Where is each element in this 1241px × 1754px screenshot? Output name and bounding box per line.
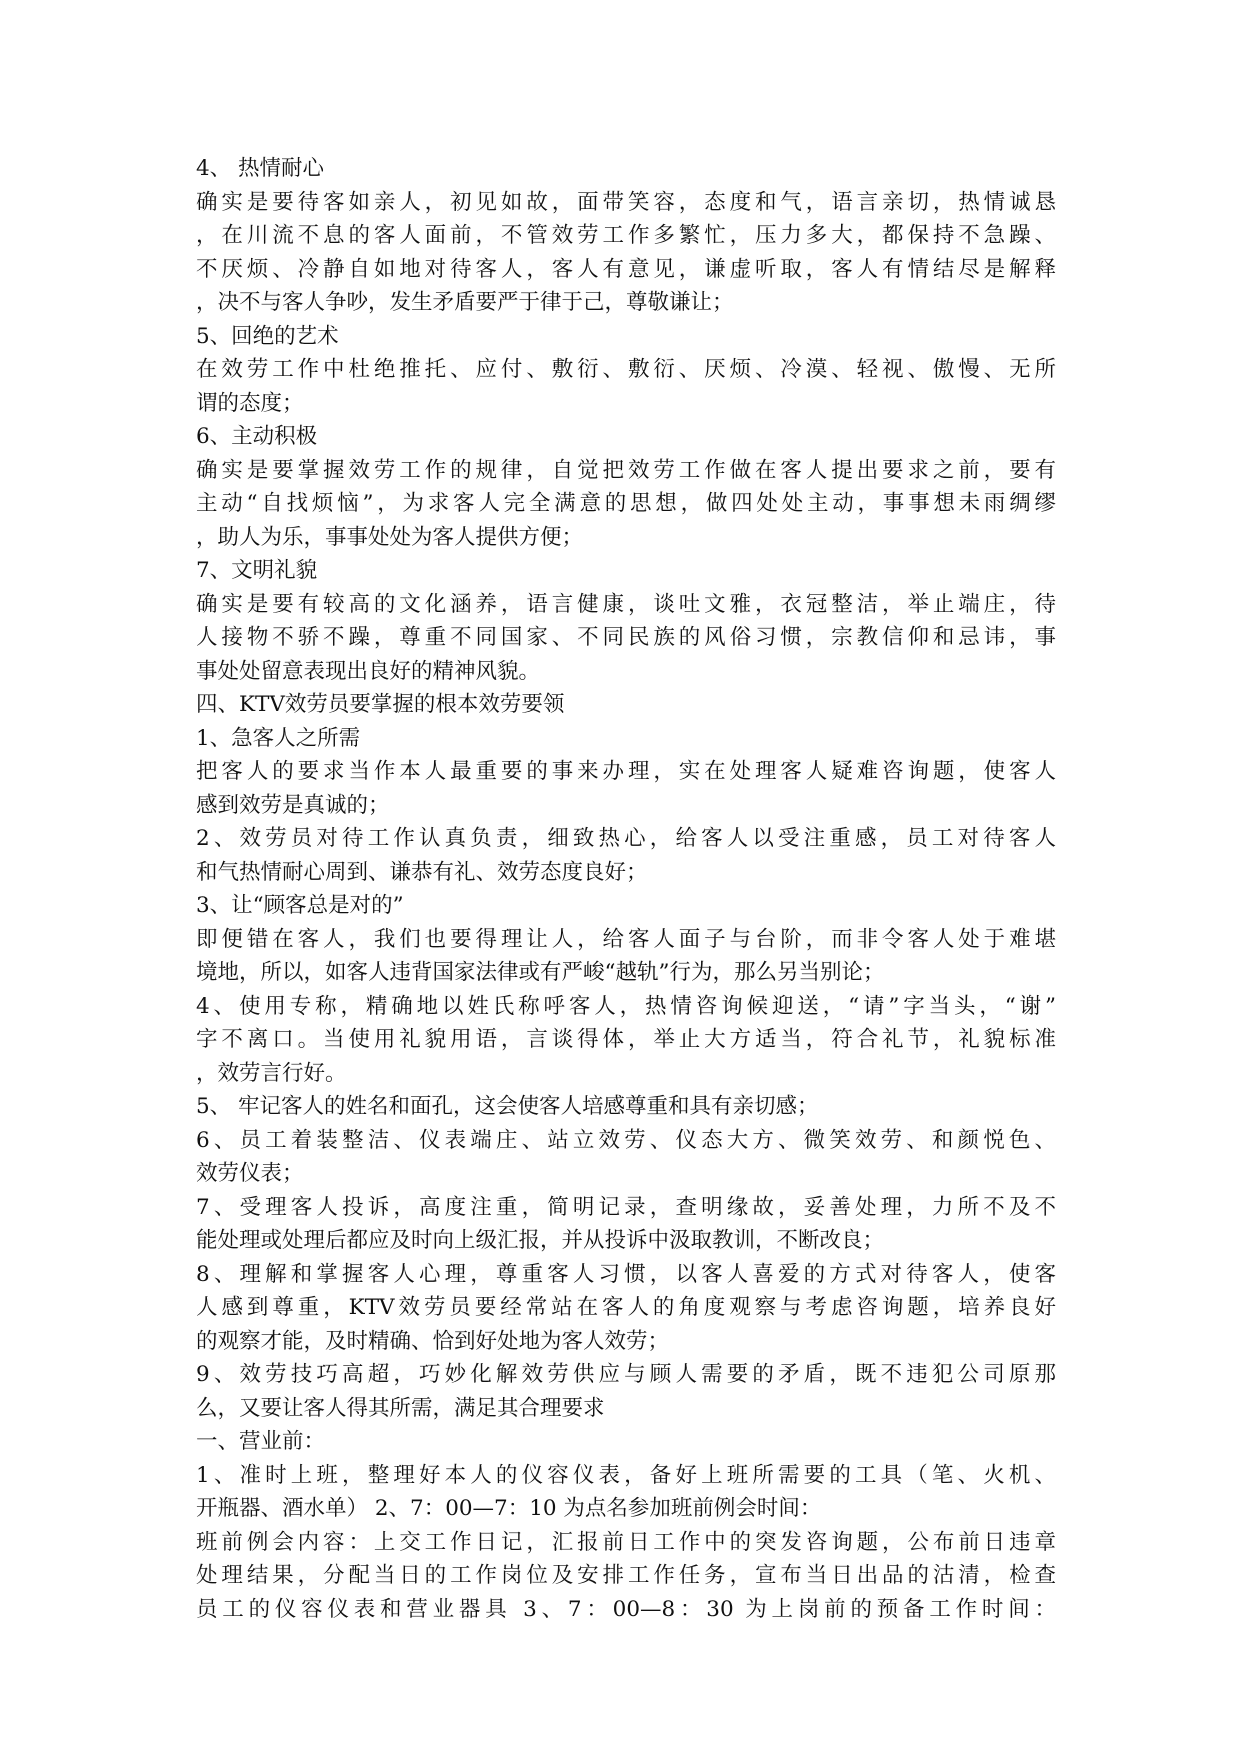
section-heading: 4、 热情耐心: [196, 156, 325, 181]
text-line: 7、受理客人投诉，高度注重，简明记录，查明缘故，妥善处理，力所不及不: [196, 1194, 1056, 1220]
text-line: 的观察才能，及时精确、恰到好处地为客人效劳；: [196, 1328, 670, 1354]
text-line: 字不离口。当使用礼貌用语，言谈得体，举止大方适当，符合礼节，礼貌标准: [196, 1027, 1056, 1052]
text-line: 在效劳工作中杜绝推托、应付、敷衍、敷衍、厌烦、冷漠、轻视、傲慢、无所: [196, 357, 1056, 382]
text-line: 把客人的要求当作本人最重要的事来办理，实在处理客人疑难咨询题，使客人: [196, 759, 1056, 784]
text-line: 主动“自找烦恼”，为求客人完全满意的思想，做四处处主动，事事想未雨绸缪: [196, 491, 1056, 516]
section-heading: 3、让“顾客总是对的”: [196, 893, 404, 918]
text-line: 不厌烦、冷静自如地对待客人，客人有意见，谦虚听取，客人有情结尽是解释: [196, 256, 1056, 282]
text-line: ，助人为乐，事事处处为客人提供方便；: [196, 524, 584, 550]
text-line: 1、准时上班，整理好本人的仪容仪表，备好上班所需要的工具（笔、火机、: [196, 1462, 1056, 1488]
section-heading: 7、文明礼貌: [196, 558, 318, 583]
text-line: 人接物不骄不躁，尊重不同国家、不同民族的风俗习惯，宗教信仰和忌讳，事: [196, 625, 1056, 650]
text-line: 开瓶器、酒水单） 2、7：00—7：10 为点名参加班前例会时间：: [196, 1496, 822, 1521]
text-line: ，在川流不息的客人面前，不管效劳工作多繁忙，压力多大，都保持不急躁、: [196, 223, 1056, 248]
text-line: ，效劳言行好。: [196, 1060, 347, 1086]
text-line: 6、员工着装整洁、仪表端庄、站立效劳、仪态大方、微笑效劳、和颜悦色、: [196, 1127, 1056, 1153]
section-heading: 四、KTV效劳员要掌握的根本效劳要领: [196, 692, 565, 717]
text-line: 5、 牢记客人的姓名和面孔，这会使客人培感尊重和具有亲切感；: [196, 1094, 819, 1119]
text-line: 确实是要有较高的文化涵养，语言健康，谈吐文雅，衣冠整洁，举止端庄，待: [196, 591, 1056, 617]
section-heading: 一、营业前：: [196, 1429, 326, 1454]
text-line: 即便错在客人，我们也要得理让人，给客人面子与台阶，而非令客人处于难堪: [196, 926, 1056, 952]
text-line: 8、理解和掌握客人心理，尊重客人习惯，以客人喜爱的方式对待客人，使客: [196, 1261, 1056, 1287]
text-line: 事处处留意表现出良好的精神风貌。: [196, 658, 541, 684]
section-heading: 5、回绝的艺术: [196, 323, 339, 349]
text-line: ，决不与客人争吵，发生矛盾要严于律于己，尊敬谦让；: [196, 290, 734, 315]
document-page: [196, 152, 1056, 1626]
text-line: 么，又要让客人得其所需，满足其合理要求: [196, 1395, 605, 1421]
text-line: 2、效劳员对待工作认真负责，细致热心，给客人以受注重感，员工对待客人: [196, 826, 1056, 851]
text-line: 境地，所以，如客人违背国家法律或有严峻“越轨”行为，那么另当别论；: [196, 960, 885, 985]
text-line: 9、效劳技巧高超，巧妙化解效劳供应与顾人需要的矛盾，既不违犯公司原那: [196, 1362, 1056, 1387]
text-line: 确实是要待客如亲人，初见如故，面带笑容，态度和气，语言亲切，热情诚恳: [196, 189, 1056, 215]
text-line: 感到效劳是真诚的；: [196, 792, 390, 818]
section-heading: 1、急客人之所需: [196, 725, 361, 751]
text-line: 4、使用专称，精确地以姓氏称呼客人，热情咨询候迎送，“请”字当头，“谢”: [196, 993, 1056, 1019]
text-line: 人感到尊重，KTV效劳员要经常站在客人的角度观察与考虑咨询题，培养良好: [196, 1295, 1056, 1320]
text-line: 确实是要掌握效劳工作的规律，自觉把效劳工作做在客人提出要求之前，要有: [196, 457, 1056, 483]
text-line: 谓的态度；: [196, 390, 304, 416]
section-heading: 6、主动积极: [196, 424, 318, 449]
text-line: 员工的仪容仪表和营业器具 3、7：00—8：30 为上岗前的预备工作时间：: [196, 1596, 1056, 1622]
text-line: 班前例会内容：上交工作日记，汇报前日工作中的突发咨询题，公布前日违章: [196, 1529, 1056, 1555]
text-line: 处理结果，分配当日的工作岗位及安排工作任务，宣布当日出品的沽清，检查: [196, 1563, 1056, 1588]
text-line: 能处理或处理后都应及时向上级汇报，并从投诉中汲取教训，不断改良；: [196, 1228, 885, 1253]
text-line: 效劳仪表；: [196, 1161, 304, 1186]
text-line: 和气热情耐心周到、谦恭有礼、效劳态度良好；: [196, 859, 648, 885]
